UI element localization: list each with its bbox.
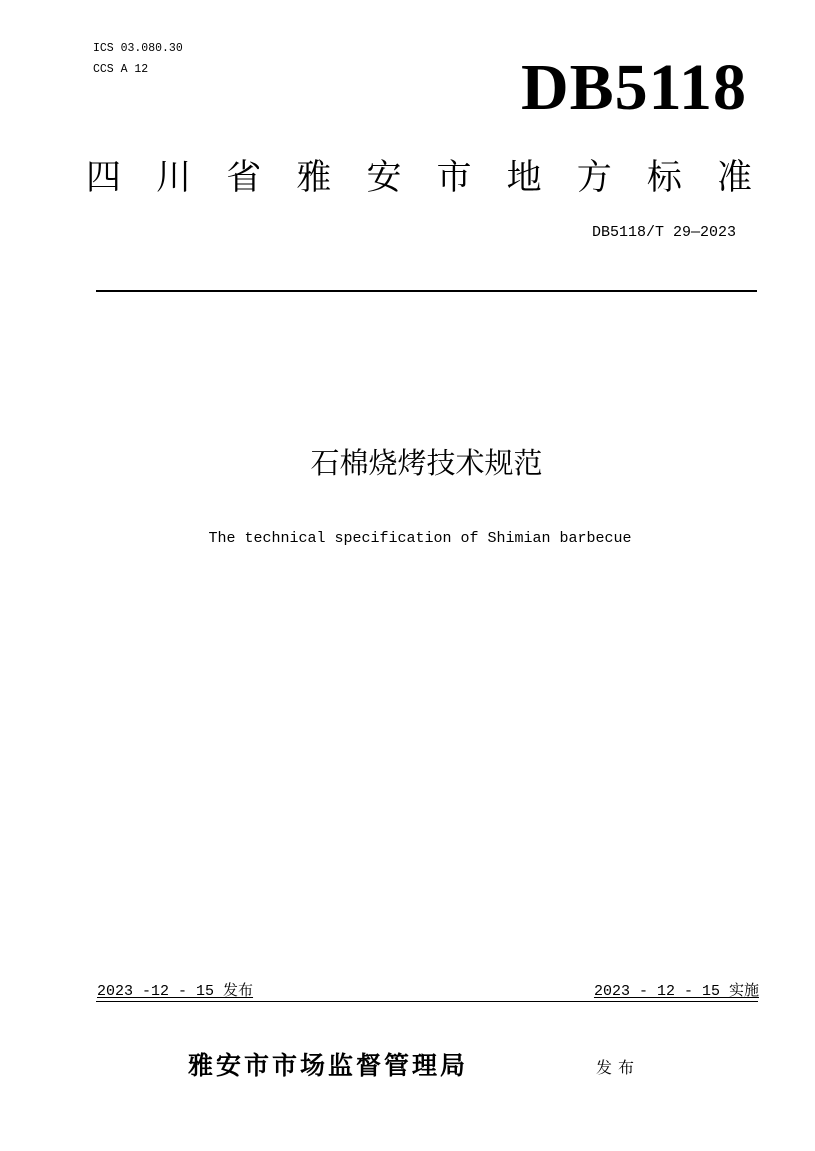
standard-type-char: 准 — [716, 158, 752, 198]
bottom-divider — [96, 1001, 758, 1002]
standard-type-char: 方 — [576, 158, 612, 198]
standard-logo: DB5118 — [520, 51, 747, 124]
standard-type-char: 地 — [506, 158, 542, 198]
standard-type-char: 标 — [646, 158, 682, 198]
standard-type-char: 安 — [366, 158, 402, 198]
document-title-chinese: 石棉烧烤技术规范 — [310, 446, 543, 480]
standard-type-heading — [86, 156, 752, 200]
document-title-english: The technical specification of Shimian barbecue — [208, 530, 632, 547]
effective-date: 2023 - 12 - 15 实施 — [593, 983, 759, 1000]
standard-type-char: 市 — [436, 158, 472, 198]
standard-type-char: 省 — [226, 158, 262, 198]
standard-type-char: 川 — [156, 158, 192, 198]
issuing-authority: 雅安市市场监督管理局 — [188, 1051, 469, 1080]
issue-label: 发布 — [596, 1058, 641, 1077]
publish-date: 2023 -12 - 15 发布 — [97, 983, 254, 1000]
standard-type-char: 雅 — [296, 158, 332, 198]
standard-number: DB5118/T 29—2023 — [591, 224, 736, 241]
top-divider — [96, 290, 757, 292]
ics-code: ICS 03.080.30 — [93, 42, 183, 55]
standard-type-char: 四 — [86, 158, 122, 198]
ccs-code: CCS A 12 — [93, 63, 149, 76]
